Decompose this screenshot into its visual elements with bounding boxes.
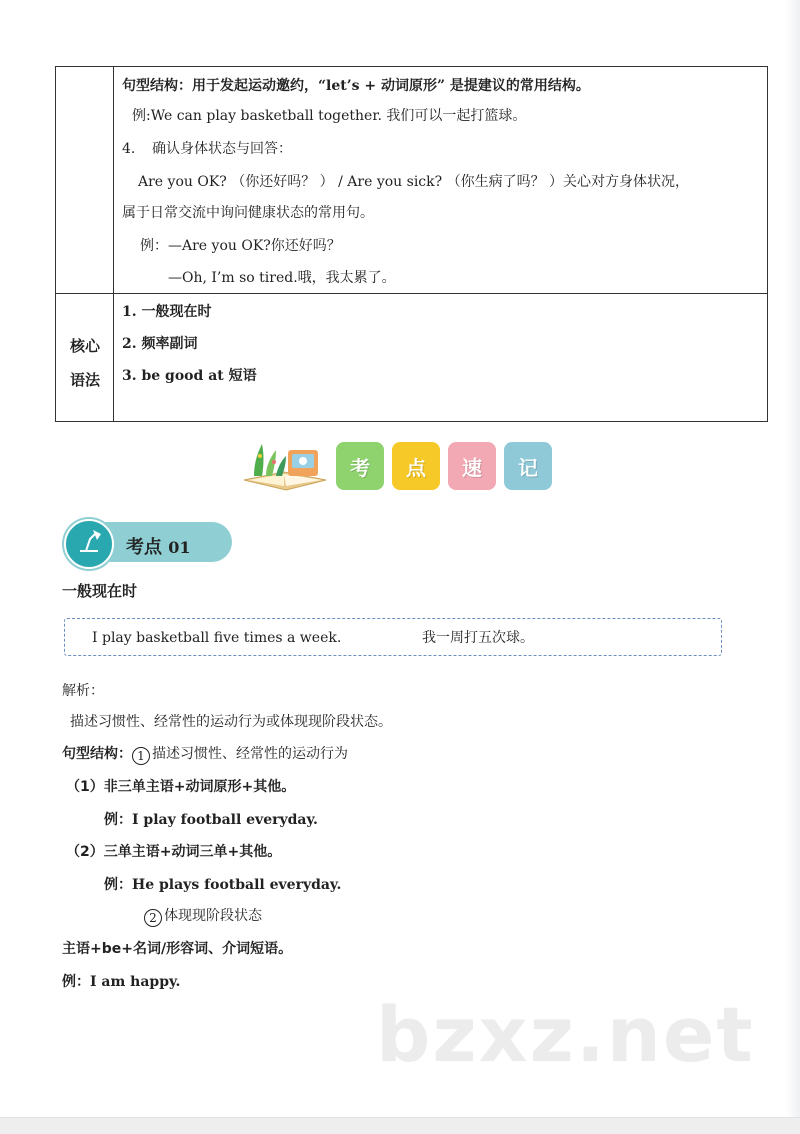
structure-note: 句型结构：用于发起运动邀约，“let’s + 动词原形” 是提建议的常用结构。	[122, 78, 590, 94]
banner-tile-ji: 记	[504, 442, 552, 490]
kaodian-label: 考点 01	[126, 537, 191, 558]
grammar-item-1: 1. 一般现在时	[122, 304, 212, 320]
lamp-icon	[66, 521, 112, 567]
banner-tile-dian: 点	[392, 442, 440, 490]
rule-3: 主语+be+名词/形容词、介词短语。	[62, 941, 293, 957]
analysis-label: 解析：	[62, 683, 104, 699]
circled-number-1: 1	[132, 747, 150, 765]
example-sentence: 例:We can play basketball together. 我们可以一起打篮球。	[132, 108, 527, 124]
circled-number-2: 2	[144, 909, 162, 927]
section-title: 一般现在时	[62, 582, 138, 600]
example-2: 例：He plays football everyday.	[104, 877, 342, 893]
core-grammar-label-2: 语法	[69, 371, 100, 389]
example-english: I play basketball five times a week.	[92, 630, 342, 646]
core-grammar-label-1: 核心	[69, 337, 100, 355]
structure-line: 句型结构： 1 描述习惯性、经常性的运动行为	[62, 746, 348, 763]
analysis-description: 描述习惯性、经常性的运动行为或体现现阶段状态。	[70, 714, 392, 730]
dialogue-line-2: —Oh, I’m so tired.哦，我太累了。	[168, 270, 396, 286]
health-question-note: 属于日常交流中询问健康状态的常用句。	[122, 205, 374, 221]
page-edge	[786, 0, 800, 1134]
book-plants-icon	[240, 436, 330, 492]
example-chinese: 我一周打五次球。	[422, 630, 534, 646]
item-heading: 确认身体状态与回答：	[152, 141, 292, 157]
dialogue-line-1: 例：—Are you OK?你还好吗？	[140, 238, 341, 254]
kaodian-badge	[64, 519, 114, 569]
example-1: 例：I play football everyday.	[104, 812, 318, 828]
banner-tile-su: 速	[448, 442, 496, 490]
point-2: 2 体现现阶段状态	[144, 909, 262, 927]
banner-tile-kao: 考	[336, 442, 384, 490]
grammar-item-3: 3. be good at 短语	[122, 368, 257, 384]
table-row-divider	[56, 293, 767, 294]
page-bottom-edge	[0, 1117, 800, 1134]
rule-1: （1）非三单主语+动词原形+其他。	[66, 779, 296, 795]
example-3: 例：I am happy.	[62, 974, 181, 990]
health-question: Are you OK? （你还好吗？ ） / Are you sick? （你生病了吗？ ）关心对方身体状况，	[138, 174, 690, 190]
table-column-divider	[113, 67, 114, 421]
grammar-item-2: 2. 频率副词	[122, 336, 198, 352]
item-number: 4.	[122, 141, 136, 157]
section-banner	[240, 436, 560, 494]
rule-2: （2）三单主语+动词三单+其他。	[66, 844, 282, 860]
watermark: bzxz.net	[376, 990, 755, 1079]
summary-table	[55, 66, 768, 422]
